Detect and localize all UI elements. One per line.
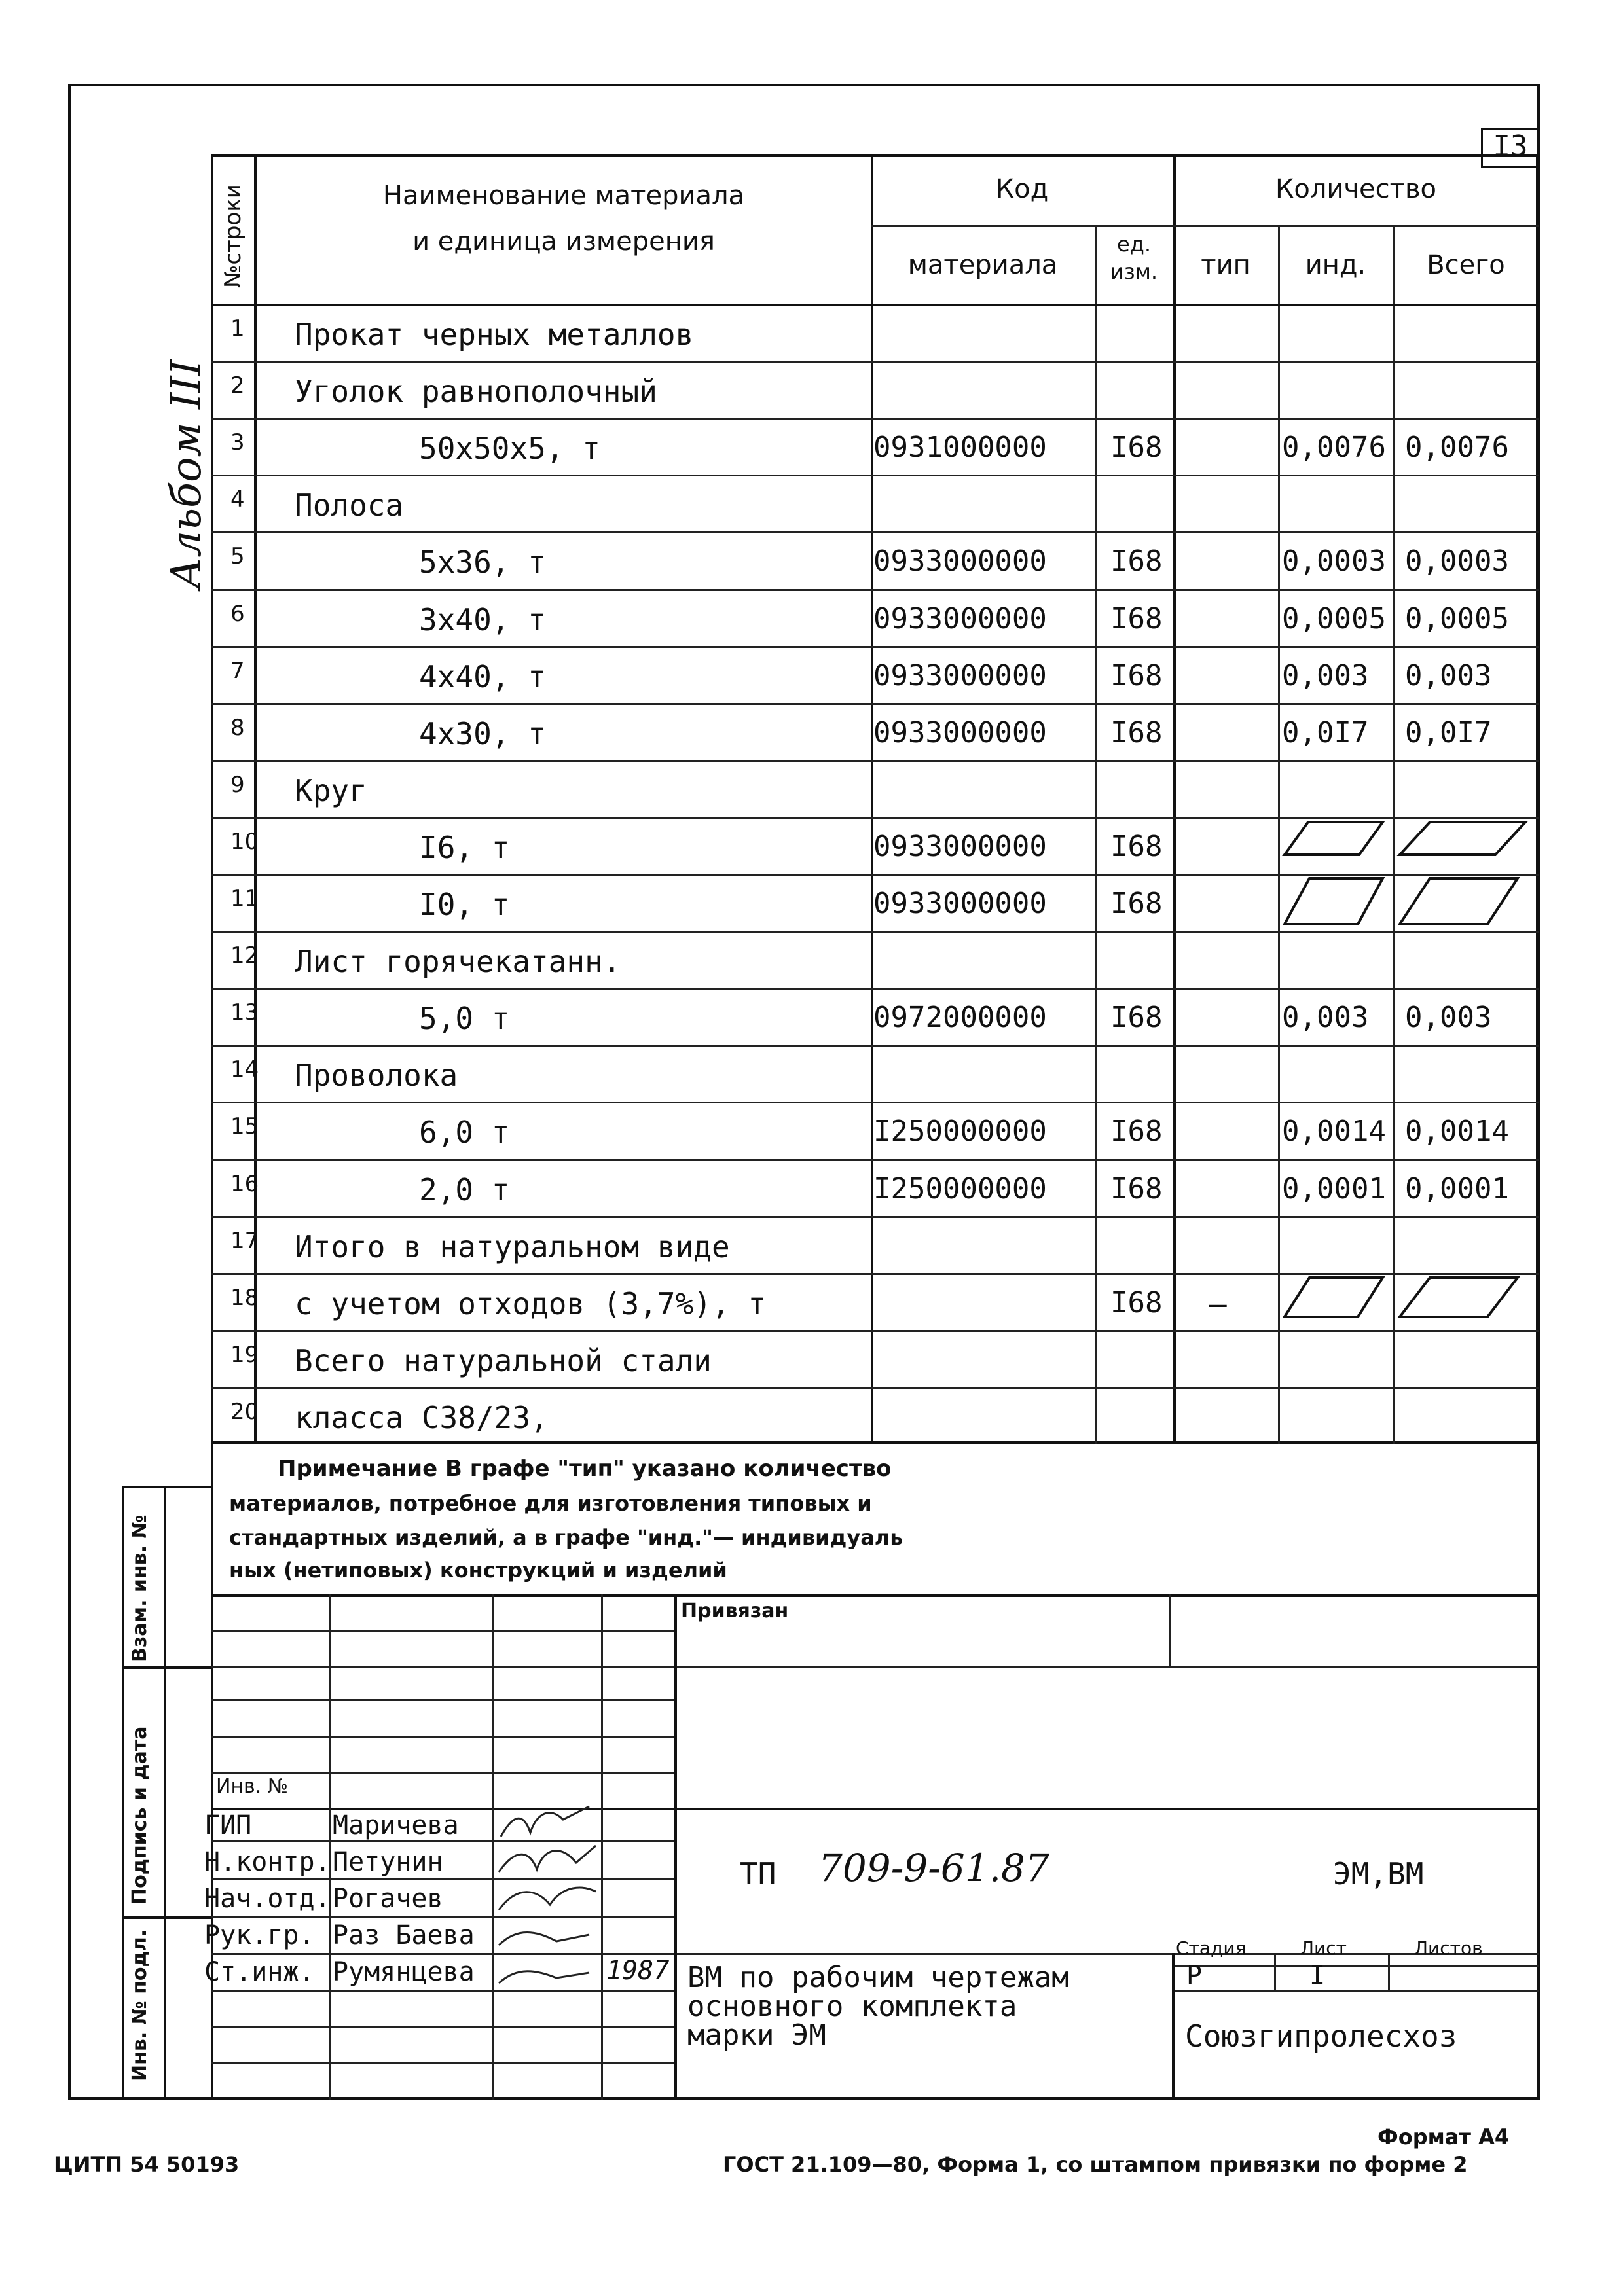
row-number: 1 [230,315,245,342]
stamp-top [211,1594,1539,1597]
organization: Союзгипролесхоз [1185,2018,1457,2054]
title-line1: ВМ по рабочим чертежам [687,1961,1069,1994]
header-sub-divider [871,225,1539,227]
row-divider [211,874,1539,876]
row-total: 0,003 [1405,1001,1492,1034]
stamp-h-stage [1172,1990,1539,1992]
row-ind: 0,0014 [1282,1115,1386,1148]
row-divider [211,817,1539,819]
row-number: 6 [230,601,245,627]
row-divider [211,1102,1539,1103]
stamp-h12 [211,2026,674,2028]
row-name: Прокат черных металлов [295,317,694,352]
row-name: 3x40, т [419,602,546,637]
sheet-value: I [1309,1961,1326,1991]
row-name: I0, т [419,887,510,922]
header-bottom [211,304,1539,306]
stamp-h-title [674,1953,1539,1955]
qty-header: Количество [1275,174,1436,204]
row-divider [211,1273,1539,1275]
row-code: 0933000000 [873,545,1047,578]
row-name: 4x30, т [419,716,546,751]
row-name: Лист горячекатанн. [295,944,621,979]
stamp-h8 [211,1878,674,1880]
stamp-h10 [211,1953,674,1955]
row-number: 18 [230,1285,259,1311]
row-divider [211,475,1539,476]
row-name: Проволока [295,1058,458,1093]
row-unit: I68 [1110,716,1163,749]
row-divider [211,760,1539,762]
row-unit: I68 [1110,1115,1163,1148]
stamp-left-border [211,1444,213,2100]
stage-label: Стадия [1176,1937,1247,1959]
staff-role: ГИП [204,1810,252,1840]
doc-number: 709-9-61.87 [818,1846,1049,1890]
row-number: 13 [230,999,259,1026]
row-number: 12 [230,942,259,969]
note-line3: стандартных изделий, а в графе "инд."— индивидуаль [229,1525,903,1550]
row-number: 4 [230,486,245,512]
tied-label: Привязан [681,1600,789,1623]
row-code: 0931000000 [873,431,1047,464]
row-number: 9 [230,772,245,798]
row-num-header: №строки [220,184,246,288]
row-name: Уголок равнополочный [295,374,657,409]
staff-name: Петунин [333,1847,443,1877]
stamp-h11 [211,1990,674,1992]
row-ind: 0,0003 [1282,545,1386,578]
row-unit: I68 [1110,431,1163,464]
row-divider [211,703,1539,705]
staff-name: Рогачев [333,1884,443,1914]
staff-name: Раз Баева [333,1920,475,1950]
note-line1: Примечание В графе "тип" указано количество [278,1456,892,1482]
row-number: 7 [230,658,245,684]
staff-name: Маричева [333,1810,459,1840]
name-header-line2: и единица измерения [412,226,715,257]
row-number: 2 [230,372,245,399]
row-divider [211,589,1539,591]
staff-role: Рук.гр. [204,1920,315,1950]
side-stamp-div2 [122,1916,211,1919]
row-divider [211,1159,1539,1161]
stamp-h3 [211,1699,674,1701]
note-line2: материалов, потребное для изготовления типовых и [229,1491,872,1516]
stamp-v5 [1169,1594,1171,1666]
row-name: 50x50x5, т [419,431,600,466]
row-total: 0,0005 [1405,602,1509,636]
staff-role: Н.контр. [204,1847,331,1877]
doc-mark: ЭМ,ВМ [1333,1856,1424,1892]
row-unit: I68 [1110,602,1163,636]
row-name: Круг [295,773,367,808]
row-number: 14 [230,1056,259,1083]
row-ind: 0,0076 [1282,431,1386,464]
row-ind: 0,0I7 [1282,716,1369,749]
row-divider [211,931,1539,933]
staff-name: Румянцева [333,1957,475,1987]
stage-value: Р [1186,1961,1203,1991]
row-name: 6,0 т [419,1115,510,1150]
row-name: 5x36, т [419,545,546,580]
col-divider-code [871,154,873,1444]
side-stamp-left [122,1486,124,2100]
row-divider [211,988,1539,990]
row-number: 3 [230,429,245,456]
side-vzam-label: Взам. инв. № [128,1515,151,1662]
stamp-h13 [211,2062,674,2064]
inv-label: Инв. № [216,1775,289,1798]
col-divider-unit [1095,225,1097,1444]
footer-gost: ГОСТ 21.109—80, Форма 1, со штампом привязки по форме 2 [723,2152,1468,2177]
year: 1987 [606,1956,670,1986]
row-type: – [1209,1286,1227,1321]
row-total: 0,0076 [1405,431,1509,464]
side-inv-label: Инв. № подл. [128,1929,151,2081]
row-name: 4x40, т [419,659,546,694]
row-number: 5 [230,543,245,569]
row-total: 0,0001 [1405,1172,1509,1206]
row-total: 0,003 [1405,659,1492,692]
staff-role: Ст.инж. [204,1957,315,1987]
row-number: 16 [230,1171,259,1197]
staff-role: Нач.отд. [204,1884,331,1914]
stamp-h7 [211,1840,674,1842]
row-divider [211,361,1539,363]
row-number: 11 [230,886,259,912]
row-name: 5,0 т [419,1001,510,1036]
row-divider [211,1216,1539,1218]
side-stamp-div1 [122,1666,211,1669]
row-unit: I68 [1110,659,1163,692]
stamp-v8 [1388,1953,1390,1990]
row-divider [211,1045,1539,1047]
album-label: Альбом III [162,359,211,589]
row-unit: I68 [1110,830,1163,863]
row-code: 0933000000 [873,602,1047,636]
row-unit: I68 [1110,1001,1163,1034]
code-unit-header-1: ед. [1117,232,1151,257]
row-ind: 0,0001 [1282,1172,1386,1206]
row-unit: I68 [1110,1286,1163,1319]
row-number: 17 [230,1228,259,1254]
stamp-h-stage-lbl [1172,1965,1539,1967]
format-label: Формат А4 [1377,2125,1510,2149]
row-number: 19 [230,1342,259,1368]
row-unit: I68 [1110,887,1163,920]
code-unit-header-2: изм. [1110,259,1158,284]
title-line2: основного комплекта [687,1990,1017,2023]
footer-left: ЦИТП 54 50193 [54,2152,240,2177]
row-divider [211,646,1539,648]
row-total: 0,0003 [1405,545,1509,578]
stamp-v2 [492,1594,494,2100]
qty-type-header: тип [1201,250,1250,280]
code-material-header: материала [907,250,1058,280]
name-header-line1: Наименование материала [382,181,745,211]
stamp-h1 [211,1630,674,1632]
col-divider-ind [1393,225,1395,1444]
doc-prefix: ТП [740,1856,776,1892]
stamp-h9 [211,1916,674,1918]
row-code: I250000000 [873,1172,1047,1206]
row-divider [211,1387,1539,1389]
sheets-label: Листов [1414,1937,1483,1959]
side-sign-label: Подпись и дата [128,1726,151,1905]
code-header: Код [995,174,1049,204]
sheet-number: I3 [1493,130,1528,163]
row-ind: 0,0005 [1282,602,1386,636]
row-number: 15 [230,1113,259,1139]
side-stamp-top [122,1486,211,1488]
row-number: 20 [230,1399,259,1425]
stamp-v4 [674,1594,677,2100]
row-name: Полоса [295,488,404,523]
row-divider [211,531,1539,533]
row-total: 0,0I7 [1405,716,1492,749]
row-ind: 0,003 [1282,1001,1369,1034]
row-code: 0972000000 [873,1001,1047,1034]
row-total: 0,0014 [1405,1115,1509,1148]
row-divider [211,418,1539,420]
row-code: 0933000000 [873,659,1047,692]
row-code: 0933000000 [873,887,1047,920]
row-name: класса С38/23, [295,1400,549,1435]
row-number: 8 [230,715,245,741]
row-name: Итого в натуральном виде [295,1229,730,1265]
row-ind: 0,003 [1282,659,1369,692]
row-code: I250000000 [873,1115,1047,1148]
row-code: 0933000000 [873,716,1047,749]
row-name: Всего натуральной стали [295,1343,712,1378]
row-code: 0933000000 [873,830,1047,863]
stamp-h4 [211,1736,674,1738]
sheet-label: Лист [1300,1937,1347,1959]
row-number: 10 [230,829,259,855]
stamp-v6 [1172,1953,1175,2100]
title-line3: марки ЭМ [687,2018,826,2052]
col-divider-qty [1173,154,1176,1444]
qty-ind-header: инд. [1305,250,1366,280]
row-name: с учетом отходов (3,7%), т [295,1286,767,1321]
col-divider-type [1278,225,1280,1444]
stamp-v7 [1274,1953,1276,1990]
stamp-h2 [211,1666,1539,1668]
side-stamp-right [164,1486,166,2100]
stamp-h5 [211,1772,674,1774]
row-divider [211,1330,1539,1332]
note-line4: ных (нетиповых) конструкций и изделий [229,1558,727,1583]
row-unit: I68 [1110,545,1163,578]
row-name: 2,0 т [419,1172,510,1208]
row-name: I6, т [419,830,510,865]
qty-total-header: Всего [1427,250,1505,280]
stamp-v3 [601,1594,603,2100]
row-unit: I68 [1110,1172,1163,1206]
